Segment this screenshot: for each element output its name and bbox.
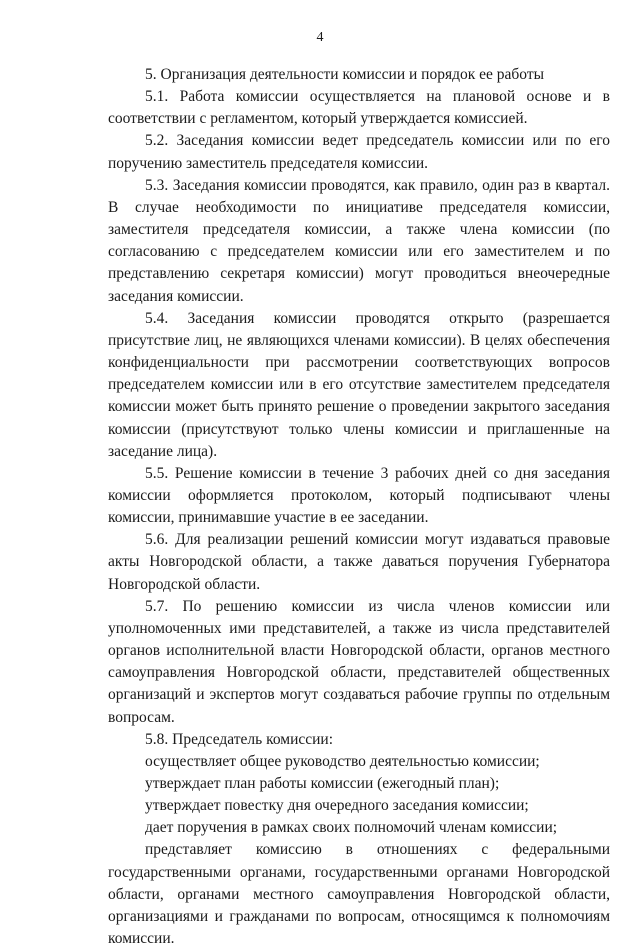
document-body <box>108 64 610 950</box>
paragraph-5-3: 5.3. Заседания комиссии проводятся, как правило, один раз в квартал. В случае необходимости по инициативе председателя комиссии, заместителя председателя комиссии, а также члена комиссии (по согласованию с председателем комиссии или его заместителем и по представлению секретаря комиссии) могут проводиться внеочередные заседания комиссии. <box>108 176 610 305</box>
paragraph-5-4: 5.4. Заседания комиссии проводятся открыто (разрешается присутствие лиц, не являющихся членами комиссии). В целях обеспечения конфиденциальности при рассмотрении соответствующих вопросов председателем комиссии или в его отсутствие заместителем председателя комиссии может быть принято решение о проведении закрытого заседания комиссии (присутствуют только члены комиссии и приглашенные на заседание лица). <box>108 309 610 460</box>
paragraph-5-1: 5.1. Работа комиссии осуществляется на плановой основе и в соответствии с регламентом, который утверждается комиссией. <box>108 88 610 128</box>
paragraph-5-7: 5.7. По решению комиссии из числа членов комиссии или уполномоченных ими представителей, а также из числа представителей органов исполнительной власти Новгородской области, органов местного самоуправления Новгородской области, представителей общественных организаций и экспертов могут создаваться рабочие группы по отдельным вопросам. <box>108 597 610 726</box>
paragraph-5-2: 5.2. Заседания комиссии ведет председатель комиссии или по его поручению заместитель председателя комиссии. <box>108 132 610 172</box>
duty-list-item: дает поручения в рамках своих полномочий членам комиссии; <box>145 819 558 837</box>
section-heading: 5. Организация деятельности комиссии и порядок ее работы <box>145 66 545 83</box>
paragraph-5-5: 5.5. Решение комиссии в течение 3 рабочих дней со дня заседания комиссии оформляется протоколом, который подписывают члены комиссии, принимавшие участие в ее заседании. <box>108 464 610 527</box>
duty-list-item: утверждает план работы комиссии (ежегодный план); <box>145 775 500 792</box>
page-number: 4 <box>316 30 324 45</box>
duty-list-item: осуществляет общее руководство деятельностью комиссии; <box>145 752 540 770</box>
duty-list-item: утверждает повестку дня очередного заседания комиссии; <box>145 797 529 815</box>
duty-list-item: представляет комиссию в отношениях с федеральными государственными органами, государственными органами Новгородской области, органами местного самоуправления Новгородской области, организациями и гражданами по вопросам, относящимся к полномочиям комиссии. <box>108 841 610 948</box>
paragraph-5-8: 5.8. Председатель комиссии: <box>145 730 334 748</box>
paragraph-5-6: 5.6. Для реализации решений комиссии могут издаваться правовые акты Новгородской области, а также даваться поручения Губернатора Новгородской области. <box>108 531 610 593</box>
